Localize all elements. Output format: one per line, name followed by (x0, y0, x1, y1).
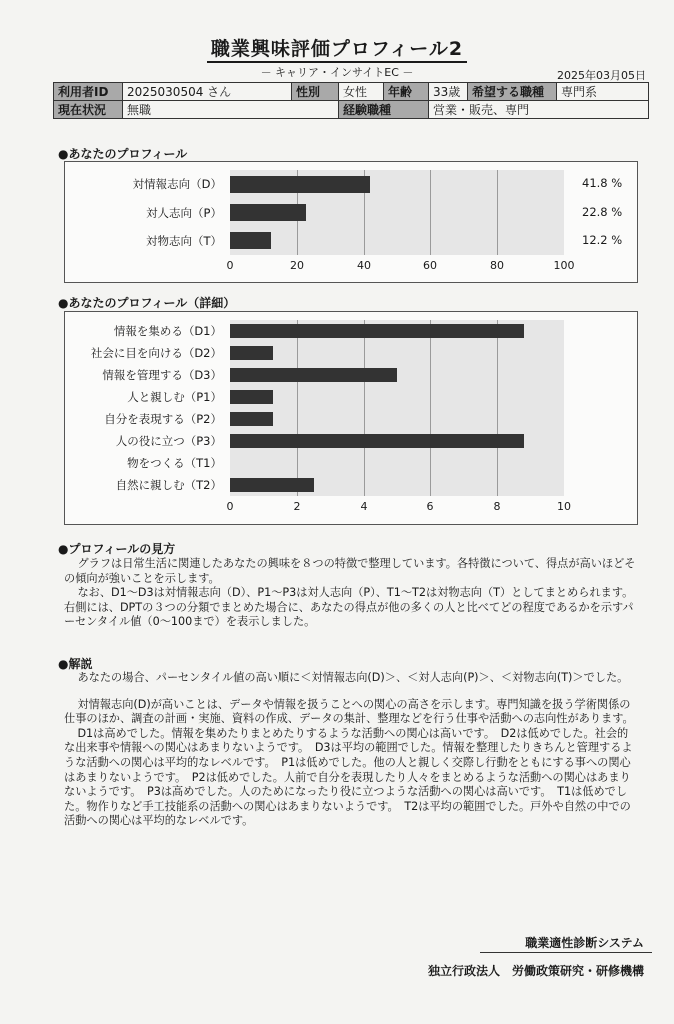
status-value: 無職 (123, 101, 339, 119)
bar (230, 346, 273, 360)
category-label: 対情報志向（D） (132, 177, 222, 191)
x-tick-label: 80 (490, 259, 504, 272)
x-tick-label: 8 (493, 500, 501, 513)
profile-detail-heading: ●あなたのプロフィール（詳細） (58, 296, 236, 310)
profile-detail-plot-area (230, 320, 564, 496)
bar (230, 478, 314, 492)
category-label: 対物志向（T） (145, 234, 222, 248)
gender-value: 女性 (339, 83, 384, 101)
footer-system-name: 職業適性診断システム (525, 936, 644, 950)
gridline (297, 320, 298, 496)
bar (230, 324, 524, 338)
category-label: 対人志向（P） (146, 206, 222, 220)
gridline (497, 170, 498, 255)
report-title: 職業興味評価プロフィール2 (0, 34, 674, 61)
footer-organization: 独立行政法人 労働政策研究・研修機構 (427, 964, 644, 978)
commentary-paragraph-3: D1は高めでした。情報を集めたりまとめたりするような活動への関心は高いです。 D2は低めでした。社会的な出来事や情報への関心はあまりないようです。 D3は平均の範囲でした。情報を整理したりきちんと管理するような活動への関心は平均的なレベルです。 P1は低めでした。他の人と親しく交際し行動をともにする事への関心はあまりないようです。 P2は低めでした。人前で自分を表現したり人々をまとめるような活動への関心はあまりないようです。 P3は高めでした。人のためになったり役に立つような活動への関心は高いです。 T1は低めでした。物作りなど手工技能系の活動への関心はあまりないようです。 T2は平均の範囲でした。戸外や自然の中での活動への関心は平均的なレベルです。 (64, 726, 633, 828)
x-tick-label: 6 (426, 500, 434, 513)
bar (230, 412, 273, 426)
desired-job-label: 希望する職種 (468, 83, 557, 101)
x-tick-label: 10 (557, 500, 571, 513)
howto-paragraph-2: なお、D1～D3は対情報志向（D）、P1～P3は対人志向（P）、T1～T2は対物志向（T）としてまとめられます。右側には、DPTの３つの分類でまとめた場合に、あなたの得点が他の多くの人と比べてどの程度であるかを示すパーセンタイル値（0～100まで）を表示しました。 (64, 586, 634, 629)
category-label: 人の役に立つ（P3） (115, 434, 222, 448)
category-label: 自分を表現する（P2） (104, 412, 222, 426)
desired-job-value: 専門系 (557, 83, 649, 101)
percentile-label: 41.8 % (582, 176, 623, 190)
user-id-label: 利用者ID (54, 83, 123, 101)
howto-heading: ●プロフィールの見方 (58, 542, 176, 556)
x-tick-label: 2 (293, 500, 301, 513)
percentile-label: 12.2 % (582, 233, 623, 247)
status-label: 現在状況 (54, 101, 123, 119)
gridline (364, 320, 365, 496)
x-tick-label: 60 (423, 259, 437, 272)
profile-heading: ●あなたのプロフィール (58, 147, 188, 161)
x-tick-label: 20 (290, 259, 304, 272)
gender-label: 性別 (292, 83, 339, 101)
x-tick-label: 0 (226, 500, 234, 513)
category-label: 社会に目を向ける（D2） (90, 346, 222, 360)
bar (230, 390, 273, 404)
category-label: 自然に親しむ（T2） (115, 478, 222, 492)
profile-chart (64, 161, 638, 283)
category-label: 情報を管理する（D3） (102, 368, 222, 382)
x-tick-label: 0 (226, 259, 234, 272)
commentary-paragraph-2: 対情報志向(D)が高いことは、データや情報を扱うことへの関心の高さを示します。専門知識を扱う学術関係の仕事のほか、調査の計画・実施、資料の作成、データの集計、整理などを行う仕事や活動への志向性があります。 (64, 697, 634, 726)
age-label: 年齢 (384, 83, 429, 101)
category-label: 情報を集める（D1） (113, 324, 222, 338)
x-tick-label: 100 (553, 259, 575, 272)
commentary-text (64, 671, 638, 829)
report-date: 2025年03月05日 (557, 69, 646, 82)
howto-text (64, 557, 638, 630)
user-info-table (53, 82, 649, 119)
percentile-label: 22.8 % (582, 205, 623, 219)
gridline (497, 320, 498, 496)
category-label: 物をつくる（T1） (127, 456, 222, 470)
experience-value: 営業・販売、専門 (429, 101, 649, 119)
age-value: 33歳 (429, 83, 468, 101)
x-tick-label: 4 (360, 500, 368, 513)
commentary-heading: ●解説 (58, 657, 93, 671)
bar (230, 368, 397, 382)
footer-divider (480, 952, 652, 953)
x-tick-label: 40 (357, 259, 371, 272)
experience-label: 経験職種 (339, 101, 429, 119)
commentary-paragraph-1: あなたの場合、パーセンタイル値の高い順に＜対情報志向(D)＞、＜対人志向(P)＞、＜対物志向(T)＞でした。 (77, 671, 629, 684)
category-label: 人と親しむ（P1） (127, 390, 222, 404)
user-id-value: 2025030504 さん (123, 83, 292, 101)
gridline (430, 320, 431, 496)
bar (230, 232, 271, 249)
profile-detail-chart (64, 311, 638, 525)
report-subtitle: － キャリア・インサイトEC － (260, 66, 414, 79)
profile-plot-area (230, 170, 564, 255)
bar (230, 204, 306, 221)
bar (230, 434, 524, 448)
gridline (430, 170, 431, 255)
bar (230, 176, 370, 193)
howto-paragraph-1: グラフは日常生活に関連したあなたの興味を８つの特徴で整理しています。各特徴について、得点が高いほどその傾向が強いことを示します。 (64, 557, 636, 585)
